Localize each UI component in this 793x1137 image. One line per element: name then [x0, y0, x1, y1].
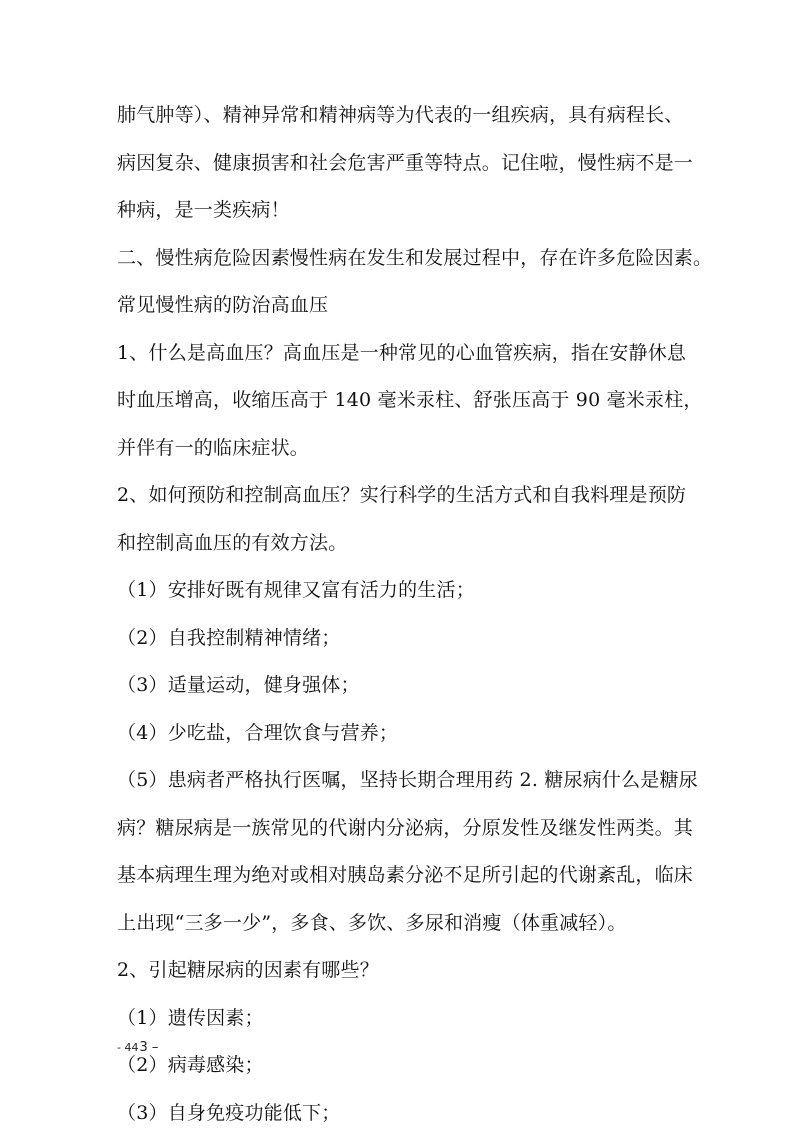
text-line: 肺气肿等）、精神异常和精神病等为代表的一组疾病，具有病程长、 [117, 92, 677, 140]
list-item: （5）患病者严格执行医嘱，坚持长期合理用药 2. 糖尿病什么是糖尿 [117, 757, 677, 805]
section-heading: 常见慢性病的防治高血压 [117, 282, 677, 330]
text-line: 病？糖尿病是一族常见的代谢内分泌病，分原发性及继发性两类。其 [117, 805, 677, 853]
page-number-part-a: - 44 [117, 1041, 138, 1054]
list-item: （2）病毒感染； [117, 1042, 677, 1090]
text-line: 上出现“三多一少”，多食、多饮、多尿和消瘦（体重减轻）。 [117, 900, 677, 948]
list-item: （1）安排好既有规律又富有活力的生活； [117, 567, 677, 615]
list-item: （1）遗传因素； [117, 995, 677, 1043]
text-line: 基本病理生理为绝对或相对胰岛素分泌不足所引起的代谢紊乱，临床 [117, 852, 677, 900]
text-line: 种病，是一类疾病！ [117, 187, 677, 235]
list-item: （2）自我控制精神情绪； [117, 615, 677, 663]
text-line: 和控制高血压的有效方法。 [117, 520, 677, 568]
text-line: 病因复杂、健康损害和社会危害严重等特点。记住啦，慢性病不是一 [117, 140, 677, 188]
text-line: 1、什么是高血压？高血压是一种常见的心血管疾病，指在安静休息 [117, 330, 677, 378]
text-line: 时血压增高，收缩压高于 140 毫米汞柱、舒张压高于 90 毫米汞柱， [117, 377, 677, 425]
list-item: （3）自身免疫功能低下； [117, 1090, 677, 1137]
text-line: 2、如何预防和控制高血压？实行科学的生活方式和自我料理是预防 [117, 472, 677, 520]
text-line: 并伴有一的临床症状。 [117, 425, 677, 473]
section-heading: 二、慢性病危险因素慢性病在发生和发展过程中，存在许多危险因素。 [117, 235, 677, 283]
list-item: （3）适量运动，健身强体； [117, 662, 677, 710]
body-text [117, 92, 677, 1137]
page-number-part-b: 3 – [139, 1040, 158, 1055]
list-item: （4）少吃盐，合理饮食与营养； [117, 710, 677, 758]
text-line: 2、引起糖尿病的因素有哪些？ [117, 947, 677, 995]
page-number [117, 1040, 158, 1055]
